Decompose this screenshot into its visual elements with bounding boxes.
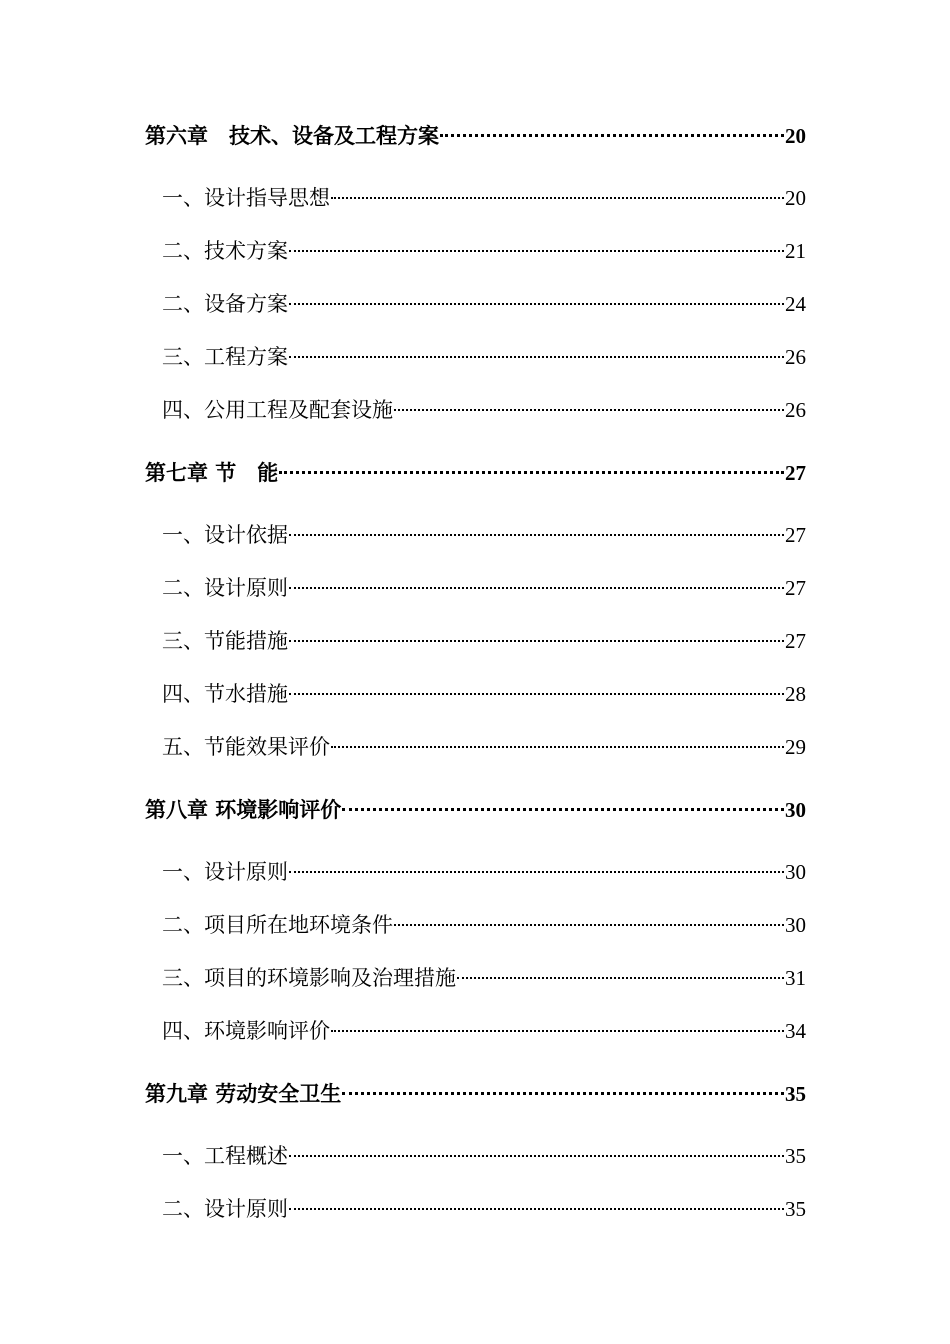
dot-leader: [289, 565, 784, 595]
toc-page-number: 26: [785, 398, 806, 422]
toc-entry-title: 三、项目的环境影响及治理措施: [162, 966, 456, 990]
toc-page-number: 30: [785, 913, 806, 937]
toc-entry-title: 第六章 技术、设备及工程方案: [145, 124, 439, 148]
dot-leader: [289, 281, 784, 311]
toc-section[interactable]: [162, 387, 806, 425]
dot-leader: [394, 387, 784, 417]
toc-page-number: 26: [785, 345, 806, 369]
toc-chapter-6[interactable]: [145, 113, 806, 151]
dot-leader: [331, 175, 784, 205]
toc-page-number: 20: [785, 124, 806, 148]
toc-section[interactable]: [162, 955, 806, 993]
dot-leader: [440, 113, 784, 143]
dot-leader: [342, 1071, 784, 1101]
toc-section[interactable]: [162, 849, 806, 887]
toc-section[interactable]: [162, 671, 806, 709]
dot-leader: [289, 849, 784, 879]
toc-page-number: 35: [785, 1197, 806, 1221]
toc-page-number: 21: [785, 239, 806, 263]
toc-entry-title: 二、项目所在地环境条件: [162, 913, 393, 937]
toc-section[interactable]: [162, 1186, 806, 1224]
dot-leader: [279, 450, 784, 480]
toc-section[interactable]: [162, 228, 806, 266]
toc-entry-title: 三、节能措施: [162, 629, 288, 653]
toc-page-number: 27: [785, 576, 806, 600]
toc-chapter-7[interactable]: [145, 450, 806, 488]
toc-entry-title: 五、节能效果评价: [162, 735, 330, 759]
toc-section[interactable]: [162, 618, 806, 656]
toc-entry-title: 一、设计依据: [162, 523, 288, 547]
toc-entry-title: 四、环境影响评价: [162, 1019, 330, 1043]
dot-leader: [289, 512, 784, 542]
dot-leader: [289, 1186, 784, 1216]
toc-chapter-8[interactable]: [145, 787, 806, 825]
toc-section[interactable]: [162, 281, 806, 319]
dot-leader: [457, 955, 784, 985]
toc-page-number: 27: [785, 461, 806, 485]
toc-entry-title: 二、设计原则: [162, 576, 288, 600]
toc-page-number: 34: [785, 1019, 806, 1043]
dot-leader: [289, 1133, 784, 1163]
dot-leader: [331, 724, 784, 754]
dot-leader: [289, 671, 784, 701]
toc-chapter-9[interactable]: [145, 1071, 806, 1109]
toc-entry-title: 一、设计指导思想: [162, 186, 330, 210]
toc-section[interactable]: [162, 724, 806, 762]
toc-entry-title: 四、公用工程及配套设施: [162, 398, 393, 422]
toc-entry-title: 第八章 环境影响评价: [145, 798, 342, 822]
toc-section[interactable]: [162, 1133, 806, 1171]
toc-page-number: 20: [785, 186, 806, 210]
toc-page-number: 29: [785, 735, 806, 759]
toc-page-number: 27: [785, 523, 806, 547]
toc-page-number: 28: [785, 682, 806, 706]
dot-leader: [289, 228, 784, 258]
toc-entry-title: 二、设计原则: [162, 1197, 288, 1221]
toc-entry-title: 第九章 劳动安全卫生: [145, 1082, 342, 1106]
toc-entry-title: 二、设备方案: [162, 292, 288, 316]
toc-page-number: 30: [785, 798, 806, 822]
dot-leader: [289, 618, 784, 648]
toc-page-number: 31: [785, 966, 806, 990]
toc-page-number: 35: [785, 1144, 806, 1168]
toc-entry-title: 一、工程概述: [162, 1144, 288, 1168]
dot-leader: [289, 334, 784, 364]
toc-page-number: 27: [785, 629, 806, 653]
toc-entry-title: 二、技术方案: [162, 239, 288, 263]
dot-leader: [342, 787, 784, 817]
toc-entry-title: 四、节水措施: [162, 682, 288, 706]
toc-section[interactable]: [162, 512, 806, 550]
toc-entry-title: 一、设计原则: [162, 860, 288, 884]
toc-entry-title: 第七章 节 能: [145, 461, 279, 485]
toc-entry-title: 三、工程方案: [162, 345, 288, 369]
toc-section[interactable]: [162, 334, 806, 372]
toc-section[interactable]: [162, 175, 806, 213]
toc-page-number: 30: [785, 860, 806, 884]
dot-leader: [331, 1008, 784, 1038]
toc-section[interactable]: [162, 902, 806, 940]
toc-section[interactable]: [162, 1008, 806, 1046]
toc-page-number: 35: [785, 1082, 806, 1106]
toc-section[interactable]: [162, 565, 806, 603]
toc-page-number: 24: [785, 292, 806, 316]
dot-leader: [394, 902, 784, 932]
